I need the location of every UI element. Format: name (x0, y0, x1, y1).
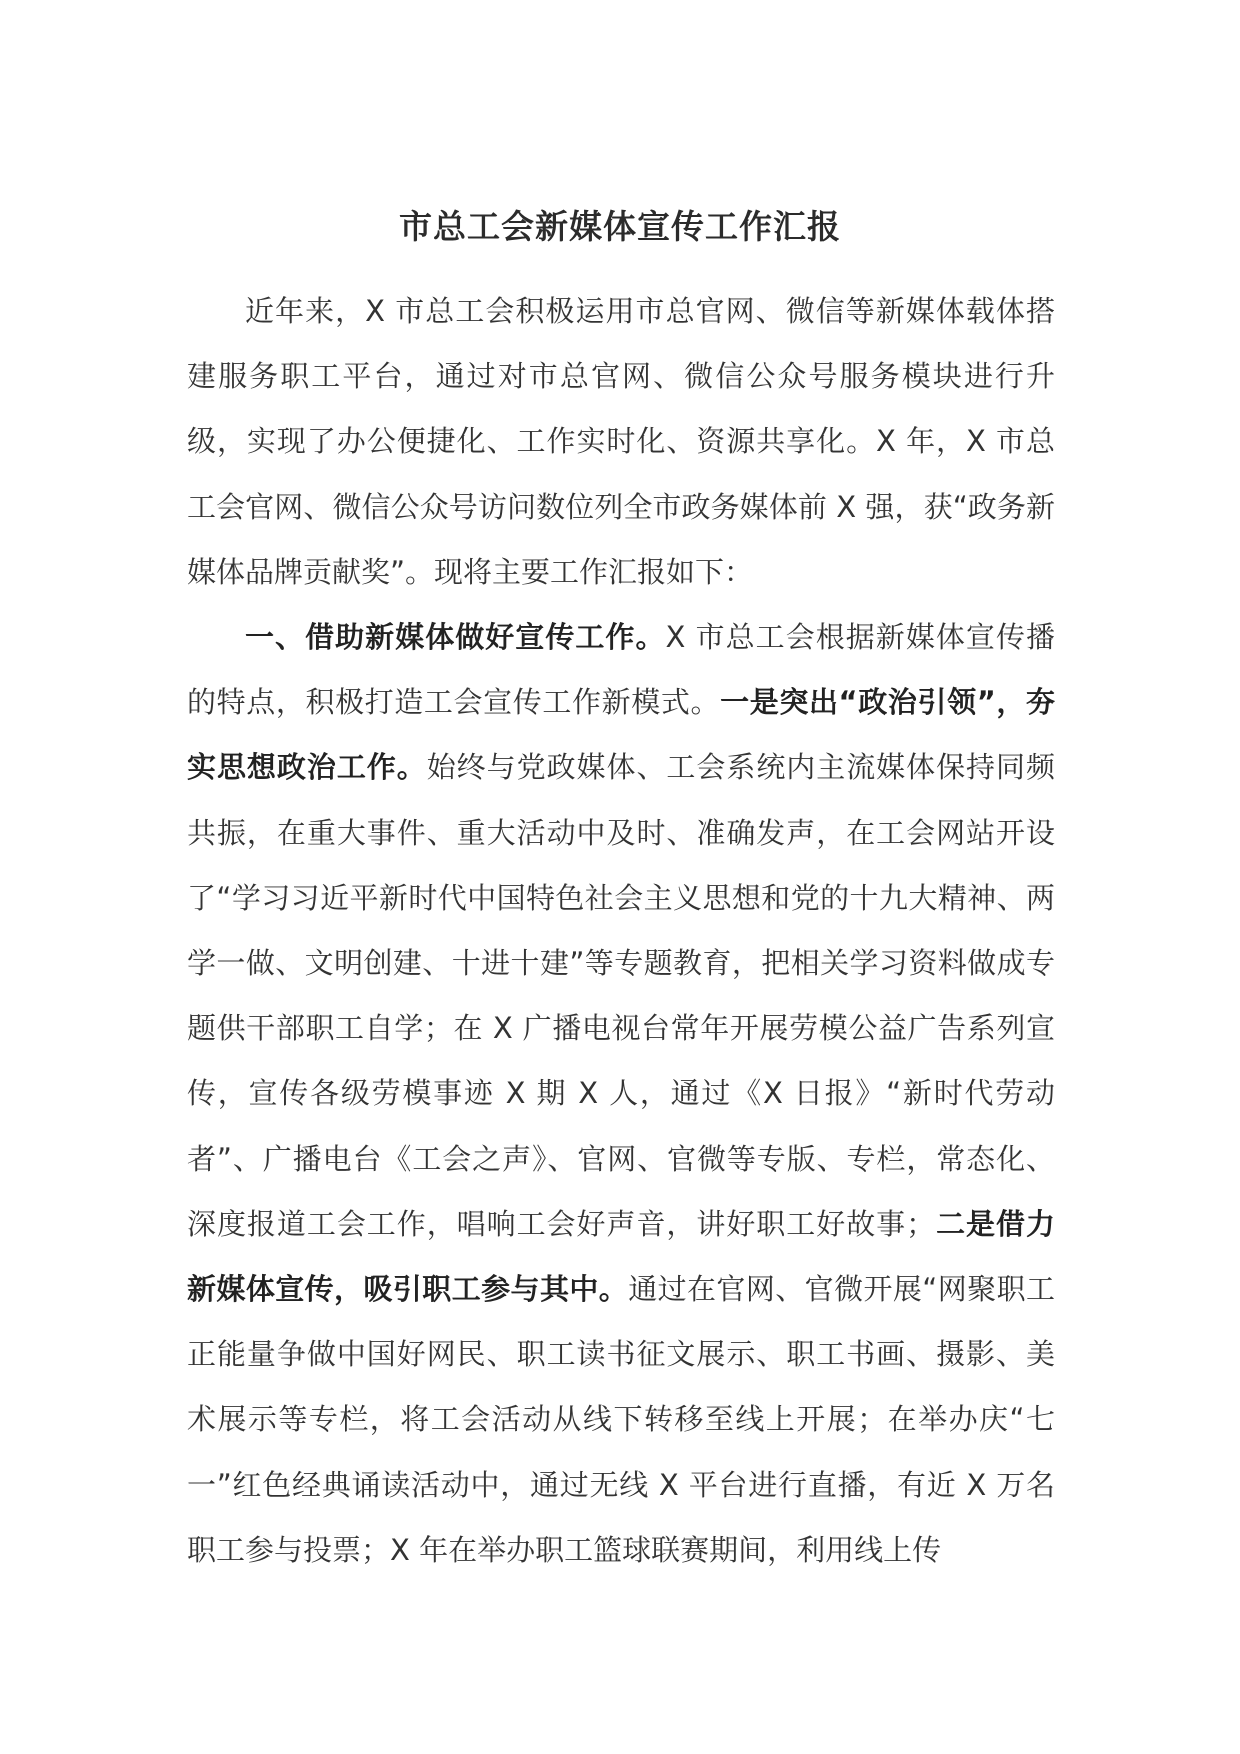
document-title: 市总工会新媒体宣传工作汇报 (399, 207, 841, 246)
point-one-heading: 一是突出“政治引领”，夯实思想政治工作。 (187, 685, 1055, 785)
section-one-paragraph (187, 605, 1055, 1583)
section-text: X 市总工会根据新媒体宣传播的特点，积极打造工会宣传工作新模式。 (187, 620, 1055, 720)
document-body (187, 279, 1055, 1583)
intro-paragraph (187, 279, 1055, 605)
section-heading: 一、借助新媒体做好宣传工作。 (245, 620, 666, 655)
point-two-heading: 二是借力新媒体宣传，吸引职工参与其中。 (187, 1206, 1055, 1307)
intro-text: 近年来，X 市总工会积极运用市总官网、微信等新媒体载体搭建服务职工平台，通过对市总官网、微信公众号服务模块进行升级，实现了办公便捷化、工作实时化、资源共享化。X 年，X 市总工会官网、微信公众号访问数位列全市政务媒体前 X 强，获“政务新媒体品牌贡献奖”。现将主要工作汇报如下： (187, 294, 1055, 589)
point-one-text: 始终与党政媒体、工会系统内主流媒体保持同频共振，在重大事件、重大活动中及时、准确发声，在工会网站开设了“学习习近平新时代中国特色社会主义思想和党的十九大精神、两学一做、文明创建、十进十建”等专题教育，把相关学习资料做成专题供干部职工自学；在 X 广播电视台常年开展劳模公益广告系列宣传，宣传各级劳模事迹 X 期 X 人，通过《X 日报》“新时代劳动者”、广播电台《工会之声》、官网、官微等专版、专栏，常态化、深度报道工会工作，唱响工会好声音，讲好职工好故事； (187, 750, 1055, 1241)
point-two-text: 通过在官网、官微开展“网聚职工正能量争做中国好网民、职工读书征文展示、职工书画、摄影、美术展示等专栏，将工会活动从线下转移至线上开展；在举办庆“七一”红色经典诵读活动中，通过无线 X 平台进行直播，有近 X 万名职工参与投票；X 年在举办职工篮球联赛期间，利用线上传 (187, 1272, 1055, 1567)
